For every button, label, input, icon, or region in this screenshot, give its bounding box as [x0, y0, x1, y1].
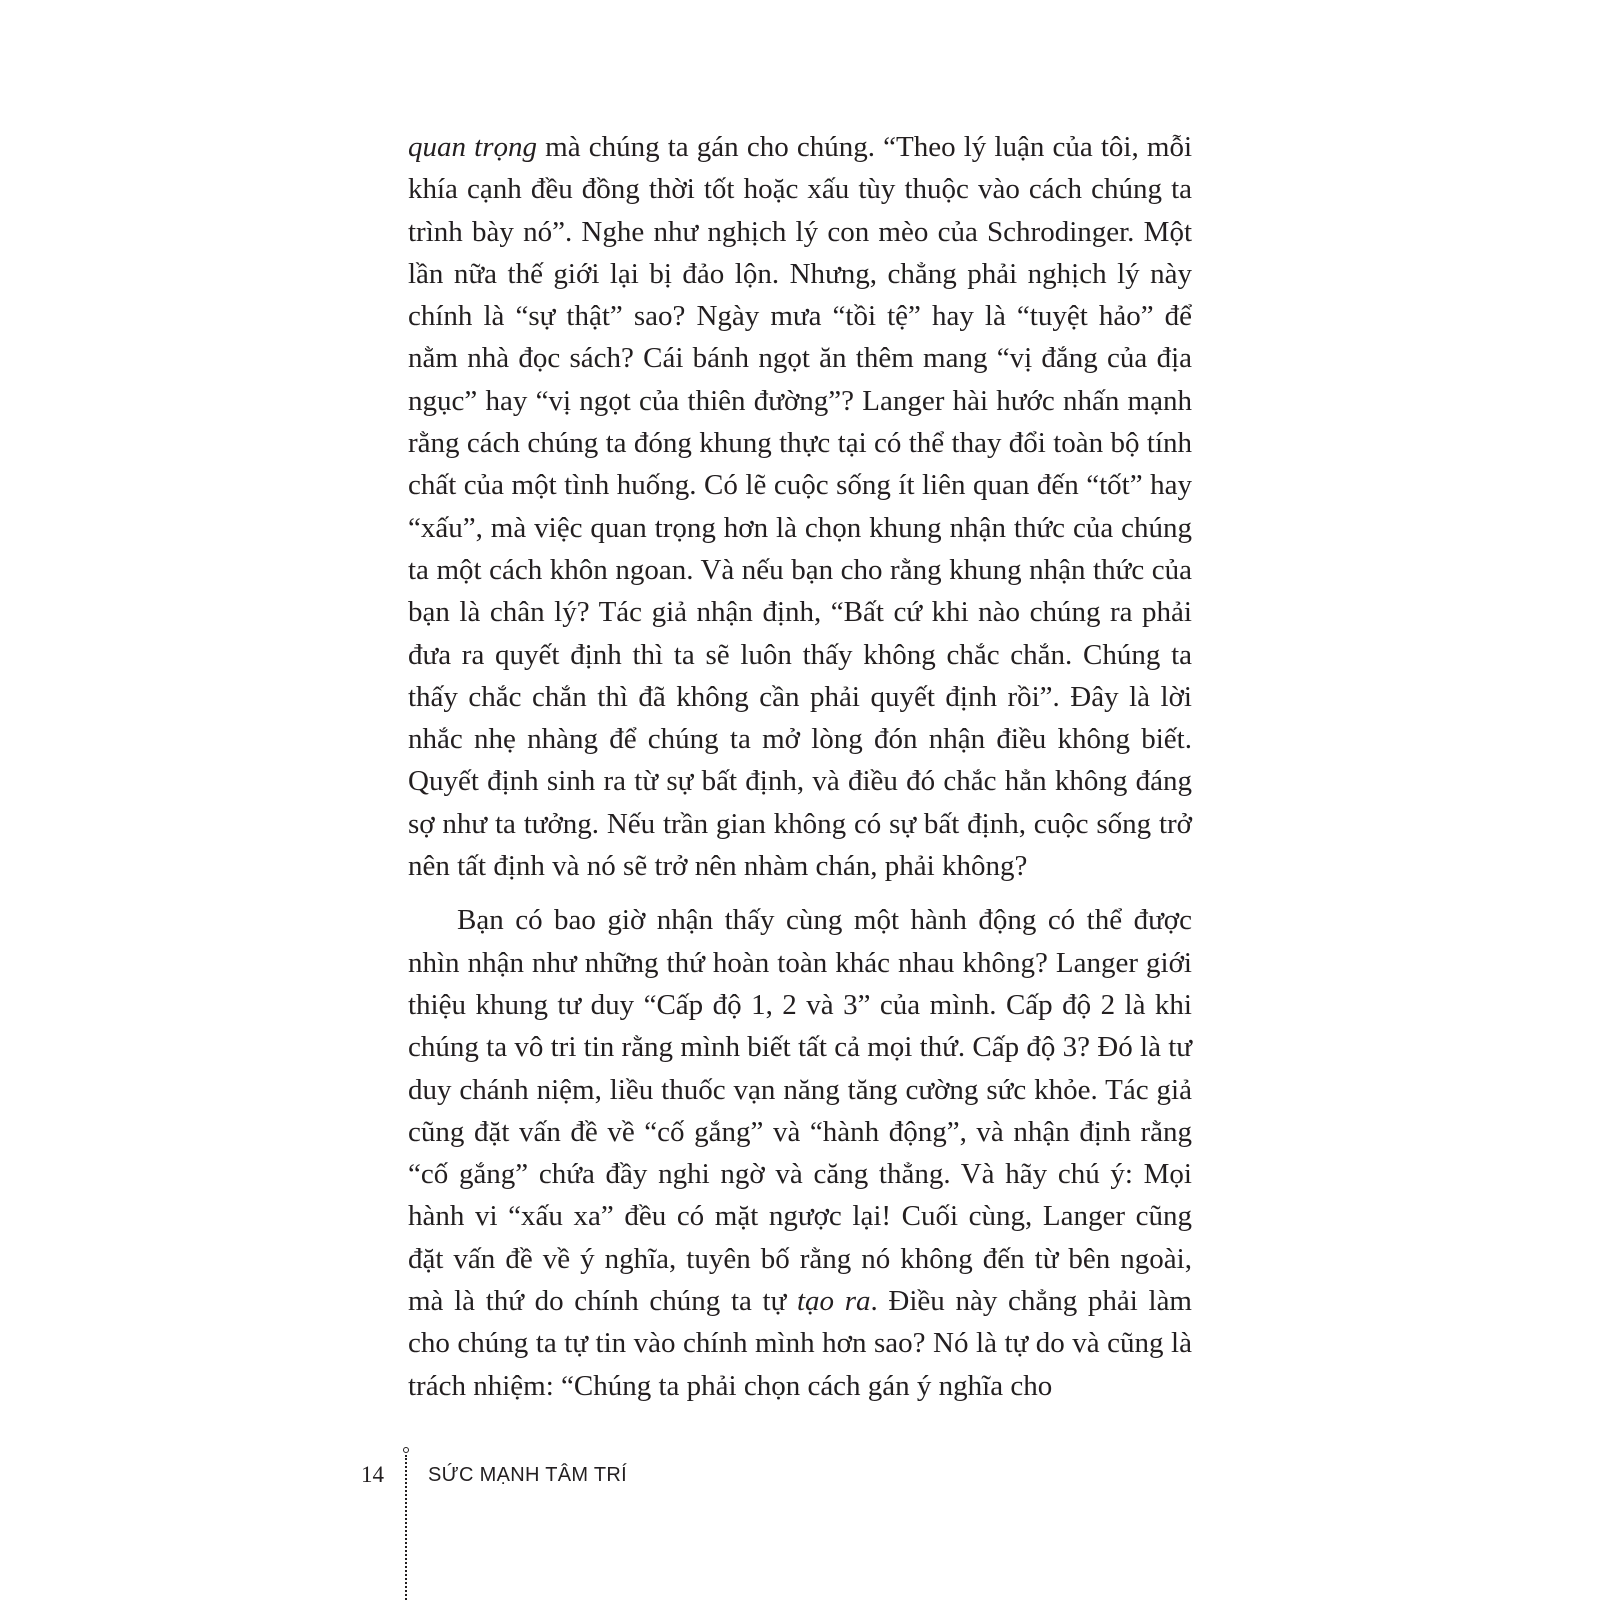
- running-title: SỨC MẠNH TÂM TRÍ: [428, 1464, 627, 1486]
- paragraph-text: mà chúng ta gán cho chúng. “Theo lý luận của tôi, mỗi khía cạnh đều đồng thời tốt hoặc xấu tùy thuộc vào cách chúng ta trình bày nó”. Nghe như nghịch lý con mèo của Schrodinger. Một lần nữa thế giới lại bị đảo lộn. Nhưng, chẳng phải nghịch lý này chính là “sự thật” sao? Ngày mưa “tồi tệ” hay là “tuyệt hảo” để nằm nhà đọc sách? Cái bánh ngọt ăn thêm mang “vị đắng của địa ngục” hay “vị ngọt của thiên đường”? Langer hài hước nhấn mạnh rằng cách chúng ta đóng khung thực tại có thể thay đổi toàn bộ tính chất của một tình huống. Có lẽ cuộc sống ít liên quan đến “tốt” hay “xấu”, mà việc quan trọng hơn là chọn khung nhận thức của chúng ta một cách khôn ngoan. Và nếu bạn cho rằng khung nhận thức của bạn là chân lý? Tác giả nhận định, “Bất cứ khi nào chúng ra phải đưa ra quyết định thì ta sẽ luôn thấy không chắc chắn. Chúng ta thấy chắc chắn thì đã không cần phải quyết định rồi”. Đây là lời nhắc nhẹ nhàng để chúng ta mở lòng đón nhận điều không biết. Quyết định sinh ra từ sự bất định, và điều đó chắc hẳn không đáng sợ như ta tưởng. Nếu trần gian không có sự bất định, cuộc sống trở nên tất định và nó sẽ trở nên nhàm chán, phải không?: [408, 131, 1193, 883]
- footer-dotted-rule: [405, 1455, 407, 1600]
- paragraph-text: Bạn có bao giờ nhận thấy cùng một hành động có thể được nhìn nhận như những thứ hoàn toàn khác nhau không? Langer giới thiệu khung tư duy “Cấp độ 1, 2 và 3” của mình. Cấp độ 2 là khi chúng ta vô tri tin rằng mình biết tất cả mọi thứ. Cấp độ 3? Đó là tư duy chánh niệm, liều thuốc vạn năng tăng cường sức khỏe. Tác giả cũng đặt vấn đề về “cố gắng” và “hành động”, và nhận định rằng “cố gắng” chứa đầy nghi ngờ và căng thẳng. Và hãy chú ý: Mọi hành vi “xấu xa” đều có mặt ngược lại! Cuối cùng, Langer cũng đặt vấn đề về ý nghĩa, tuyên bố rằng nó không đến từ bên ngoài, mà là thứ do chính chúng ta tự: [408, 904, 1192, 1318]
- italic-phrase: tạo ra: [796, 1285, 871, 1318]
- paragraph: [408, 126, 1192, 887]
- paragraph: [408, 899, 1192, 1407]
- body-text: [408, 126, 1192, 1407]
- footer-ornament-circle: [403, 1447, 409, 1453]
- paragraph-text: . Điều này chẳng phải làm cho chúng ta tự tin vào chính mình hơn sao? Nó là tự do và cũng là trách nhiệm: “Chúng ta phải chọn cách gán ý nghĩa cho: [408, 1285, 1192, 1402]
- page-number: 14: [361, 1462, 384, 1487]
- italic-phrase: quan trọng: [408, 131, 537, 163]
